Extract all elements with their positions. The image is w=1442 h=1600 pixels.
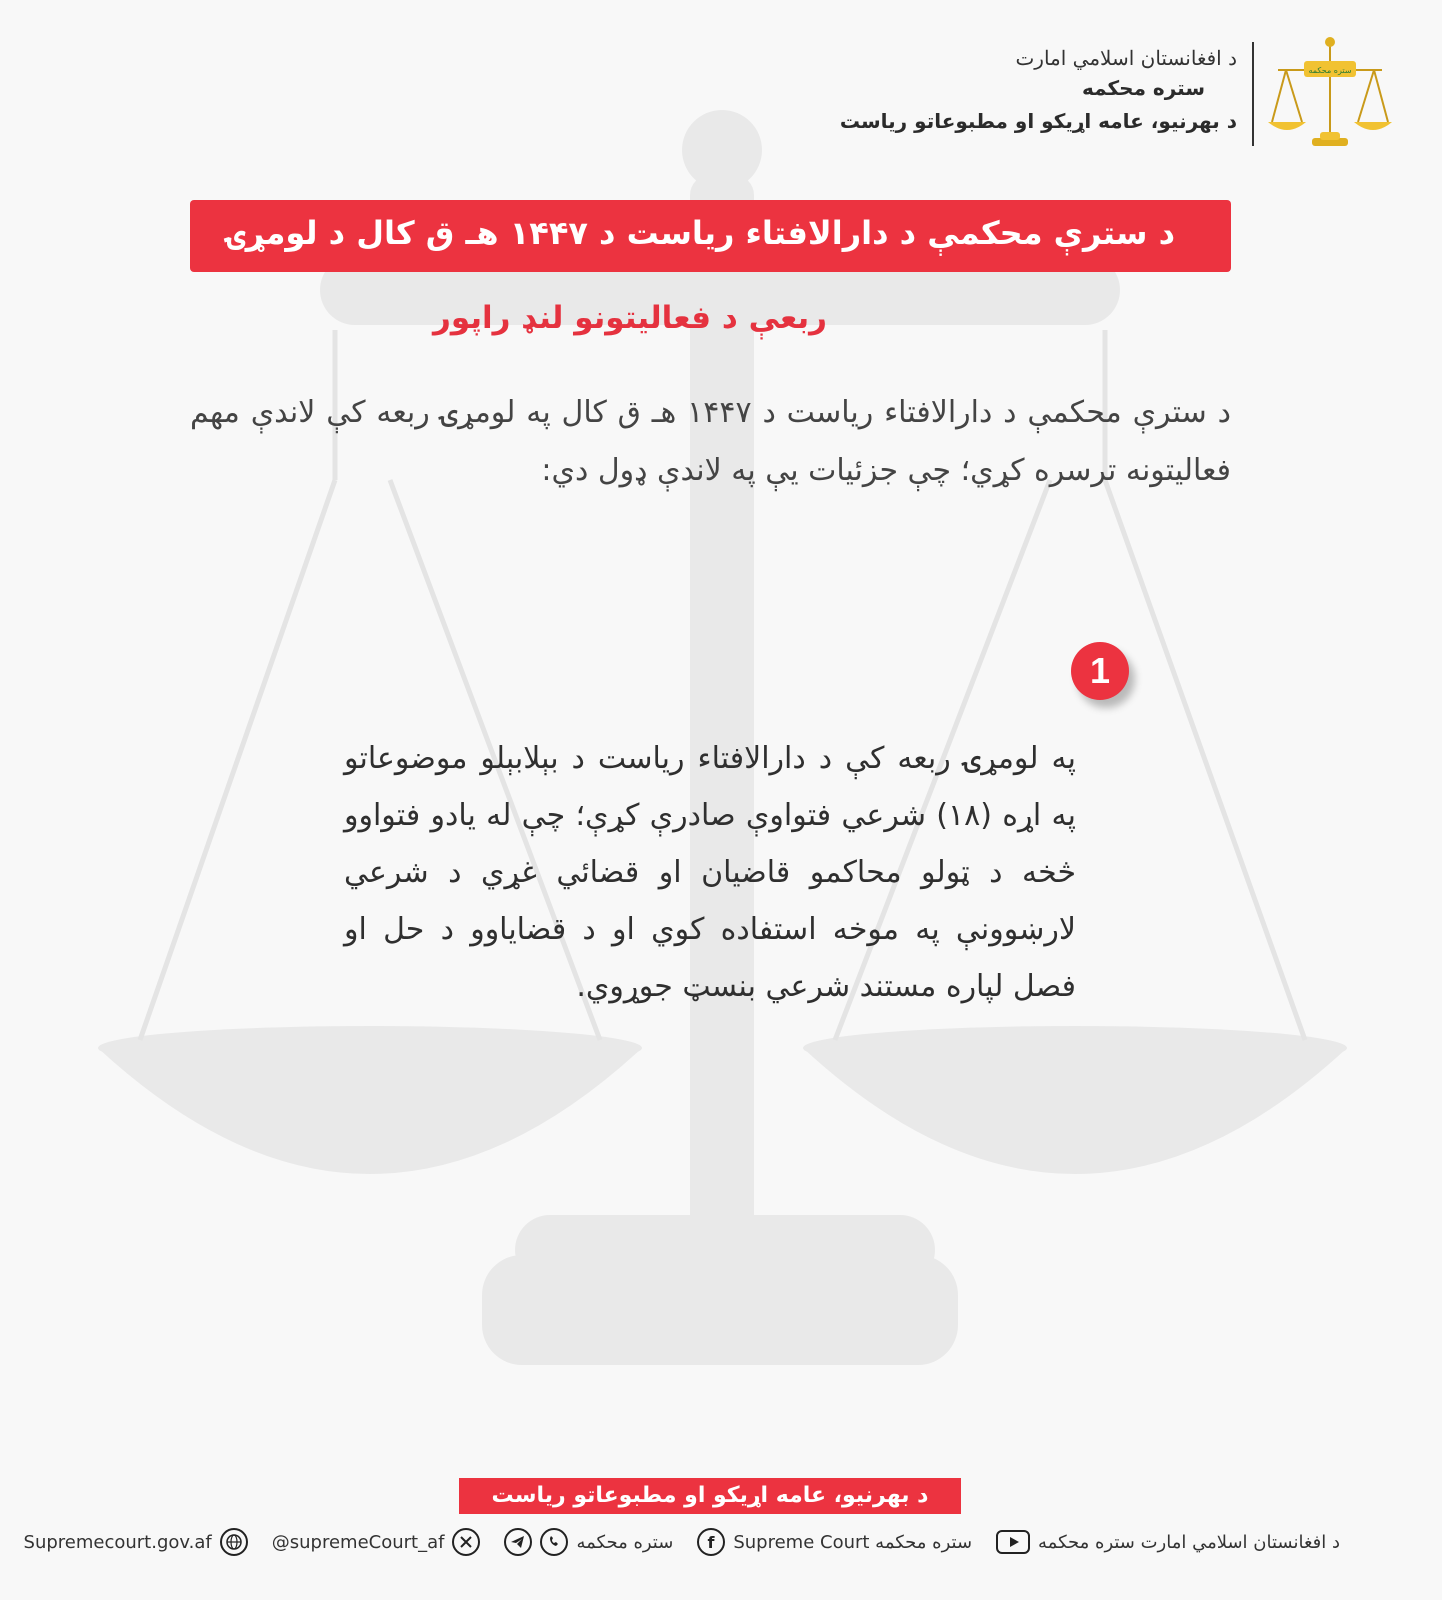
subtitle: ربعې د فعالیتونو لنډ راپور (433, 300, 827, 336)
footer-messengers[interactable] (504, 1528, 673, 1556)
header-text (777, 44, 1237, 138)
header-emirate: د افغانستان اسلامي امارت (1015, 46, 1237, 70)
facebook-icon (697, 1528, 725, 1556)
footer-website[interactable] (24, 1528, 248, 1556)
svg-text:f: f (707, 1533, 715, 1552)
header-divider (1252, 42, 1254, 146)
footer-messengers-label: ستره محکمه (576, 1531, 674, 1553)
item-number-badge: 1 (1071, 642, 1129, 700)
footer-directorate-label: د بهرنیو، عامه اړیکو او مطبوعاتو ریاست (459, 1478, 961, 1514)
header-court: ستره محکمه (1081, 76, 1205, 100)
scales-logo-icon (1268, 34, 1392, 154)
footer-website-label: Supremecourt.gov.af (23, 1531, 212, 1553)
title-banner: د سترې محکمې د دارالافتاء ریاست د ۱۴۴۷ هـ ق کال د لومړۍ (190, 200, 1231, 272)
footer-twitter[interactable] (272, 1528, 481, 1556)
x-twitter-icon (452, 1528, 480, 1556)
globe-icon (220, 1528, 248, 1556)
item-paragraph: په لومړۍ ربعه کې د دارالافتاء ریاست د بېلابېلو موضوعاتو په اړه (۱۸) شرعي فتواوې صادرې کړې؛ چې له یادو فتواوو څخه د ټولو محاکمو قاضیان او قضائي غړي د شرعي لارښوونې په موخه استفاده کوي او د قضایاوو د حل او فصل لپاره مستند شرعي بنسټ جوړوي. (344, 741, 1076, 1004)
footer-social-row (23, 1526, 1340, 1558)
intro-paragraph: د سترې محکمې د دارالافتاء ریاست د ۱۴۴۷ هـ ق کال په لومړۍ ربعه کې لاندې مهم فعالیتونه ترسره کړي؛ چې جزئیات یې په لاندې ډول دي: (190, 395, 1231, 488)
footer-facebook-label: ستره محکمه Supreme Court (733, 1531, 973, 1553)
page-header (0, 30, 1442, 160)
logo-label: ستره محکمه (1308, 66, 1352, 75)
header-directorate: د بهرنیو، عامه اړیکو او مطبوعاتو ریاست (839, 109, 1237, 133)
footer-twitter-label: @supremeCourt_af (271, 1531, 445, 1553)
youtube-icon (996, 1530, 1030, 1554)
telegram-icon (504, 1528, 532, 1556)
whatsapp-icon (540, 1528, 568, 1556)
footer-youtube[interactable] (996, 1530, 1340, 1554)
footer-facebook[interactable] (697, 1528, 972, 1556)
footer-youtube-label: د افغانستان اسلامي امارت ستره محکمه (1038, 1531, 1340, 1553)
